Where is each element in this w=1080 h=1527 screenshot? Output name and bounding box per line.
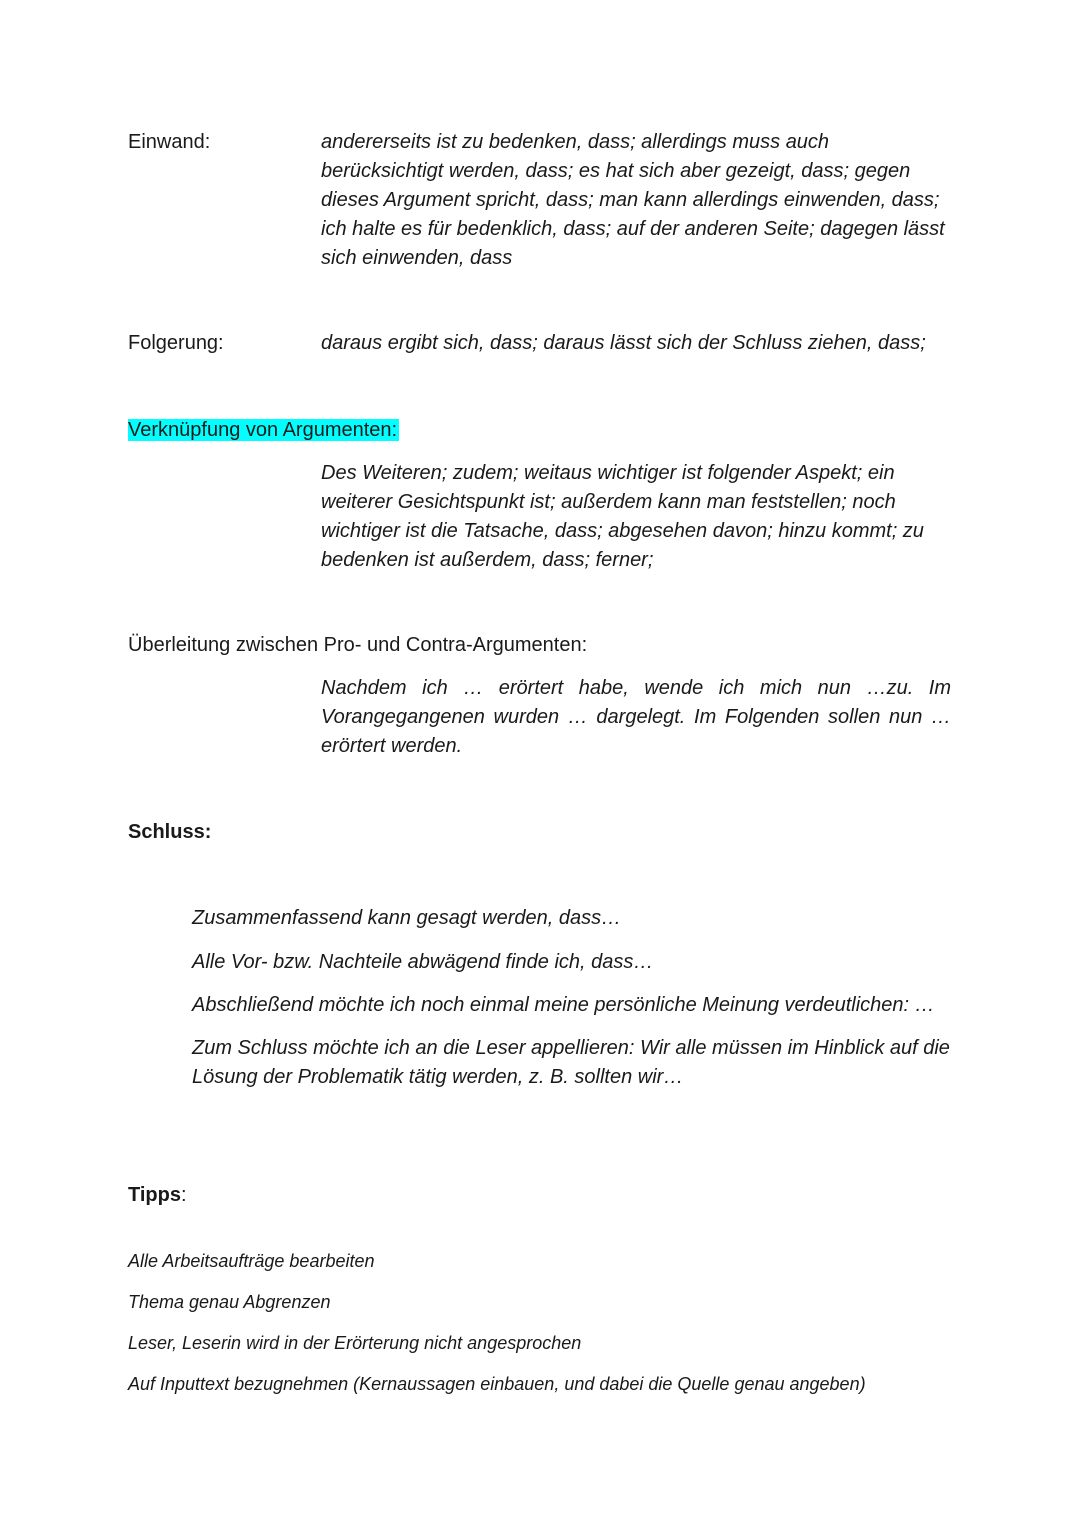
folgerung-label: Folgerung:	[128, 332, 224, 354]
tipp-item-3: Leser, Leserin wird in der Erörterung nicht angesprochen	[128, 1333, 582, 1353]
tipp-item-4: Auf Inputtext bezugnehmen (Kernaussagen einbauen, und dabei die Quelle genau angeben)	[128, 1374, 866, 1394]
schluss-heading: Schluss:	[128, 821, 212, 843]
verknuepfung-heading: Verknüpfung von Argumenten:	[128, 419, 398, 441]
verknuepfung-text: Des Weiteren; zudem; weitaus wichtiger ist folgender Aspekt; ein weiterer Gesichtspunkt ist; außerdem kann man feststellen; noch wichtiger ist die Tatsache, dass; abgesehen davon; hinzu kommt; zu bedenken ist außerdem, dass; ferner;	[321, 462, 924, 571]
tipp-item-2: Thema genau Abgrenzen	[128, 1292, 331, 1312]
folgerung-text: daraus ergibt sich, dass; daraus lässt sich der Schluss ziehen, dass;	[321, 332, 926, 354]
verknuepfung-heading-wrap	[128, 416, 399, 445]
schluss-line-3: Abschließend möchte ich noch einmal meine persönliche Meinung verdeutlichen: …	[192, 994, 935, 1016]
schluss-line-1: Zusammenfassend kann gesagt werden, dass…	[192, 907, 622, 929]
schluss-line-4: Zum Schluss möchte ich an die Leser appellieren: Wir alle müssen im Hinblick auf die Lösung der Problematik tätig werden, z. B. sollten wir…	[192, 1037, 950, 1088]
einwand-text: andererseits ist zu bedenken, dass; allerdings muss auch berücksichtigt werden, dass; es hat sich aber gezeigt, dass; gegen dieses Argument spricht, dass; man kann allerdings einwenden, dass; ich halte es für bedenklich, dass; auf der anderen Seite; dagegen lässt sich einwenden, dass	[321, 131, 945, 269]
ueberleitung-text: Nachdem ich … erörtert habe, wende ich mich nun …zu. Im Vorangegangenen wurden … dargelegt. Im Folgenden sollen nun … erörtert werden.	[321, 677, 951, 757]
schluss-line-2: Alle Vor- bzw. Nachteile abwägend finde ich, dass…	[192, 951, 654, 973]
ueberleitung-heading: Überleitung zwischen Pro- und Contra-Argumenten:	[128, 634, 588, 656]
tipps-colon: :	[180, 1184, 187, 1206]
tipps-heading-wrap	[128, 1181, 187, 1210]
tipp-item-1: Alle Arbeitsaufträge bearbeiten	[128, 1251, 375, 1271]
einwand-label: Einwand:	[128, 131, 211, 153]
tipps-heading: Tipps	[128, 1184, 181, 1206]
